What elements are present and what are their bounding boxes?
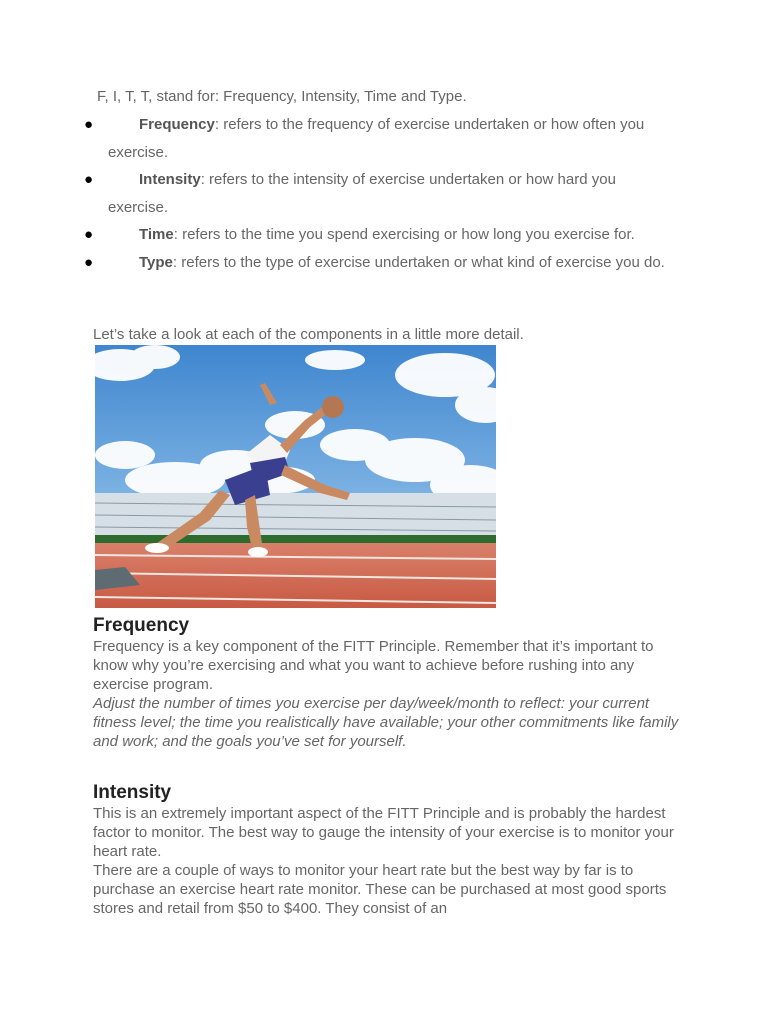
frequency-heading: Frequency (93, 615, 190, 636)
grass (95, 535, 496, 543)
sprinter-photo (95, 345, 496, 608)
list-item (0, 249, 668, 277)
lead-text: Let’s take a look at each of the components in a little more detail. (93, 326, 524, 343)
intensity-heading: Intensity (93, 782, 172, 803)
list-item (0, 221, 668, 249)
list-item-text: : refers to the type of exercise undertaken or what kind of exercise you do. (172, 253, 665, 271)
frequency-guidance: Adjust the number of times you exercise per day/week/month to reflect: your current fitness level; the time you realistically have available; your other commitments like family and work; and the goals you’ve set for yourself. (93, 695, 679, 751)
list-item-text: : refers to the frequency of exercise undertaken or how often you exercise. (108, 116, 645, 161)
intensity-paragraph-2: There are a couple of ways to monitor your heart rate but the best way by far is to purchase an exercise heart rate monitor. These can be purchased at most good sports stores and retail from $50 to $400. They consist of an (93, 862, 667, 918)
list-item-term: Time (139, 226, 174, 243)
list-item-term: Intensity (139, 171, 201, 188)
list-item (0, 111, 668, 166)
bullet-icon: ● (84, 116, 94, 133)
list-item-text: : refers to the intensity of exercise undertaken or how hard you exercise. (108, 171, 616, 216)
intro-text: F, I, T, T, stand for: Frequency, Intensity, Time and Type. (97, 88, 467, 105)
frequency-paragraph: Frequency is a key component of the FITT Principle. Remember that it’s important to know why you’re exercising and what you want to achieve before rushing into any exercise program. (93, 638, 654, 694)
list-item-text: : refers to the time you spend exercising or how long you exercise for. (173, 226, 635, 243)
intensity-paragraph: This is an extremely important aspect of the FITT Principle and is probably the hardest factor to monitor. The best way to gauge the intensity of your exercise is to monitor your heart rate. (93, 805, 674, 861)
list-item-term: Type (139, 253, 173, 271)
fitt-list (0, 111, 768, 276)
list-item (0, 166, 668, 221)
sprinter-illustration (95, 345, 496, 608)
bullet-icon: ● (84, 226, 94, 243)
bullet-icon: ● (84, 171, 94, 188)
list-item-term: Frequency (139, 116, 215, 133)
bullet-icon: ● (84, 253, 94, 271)
